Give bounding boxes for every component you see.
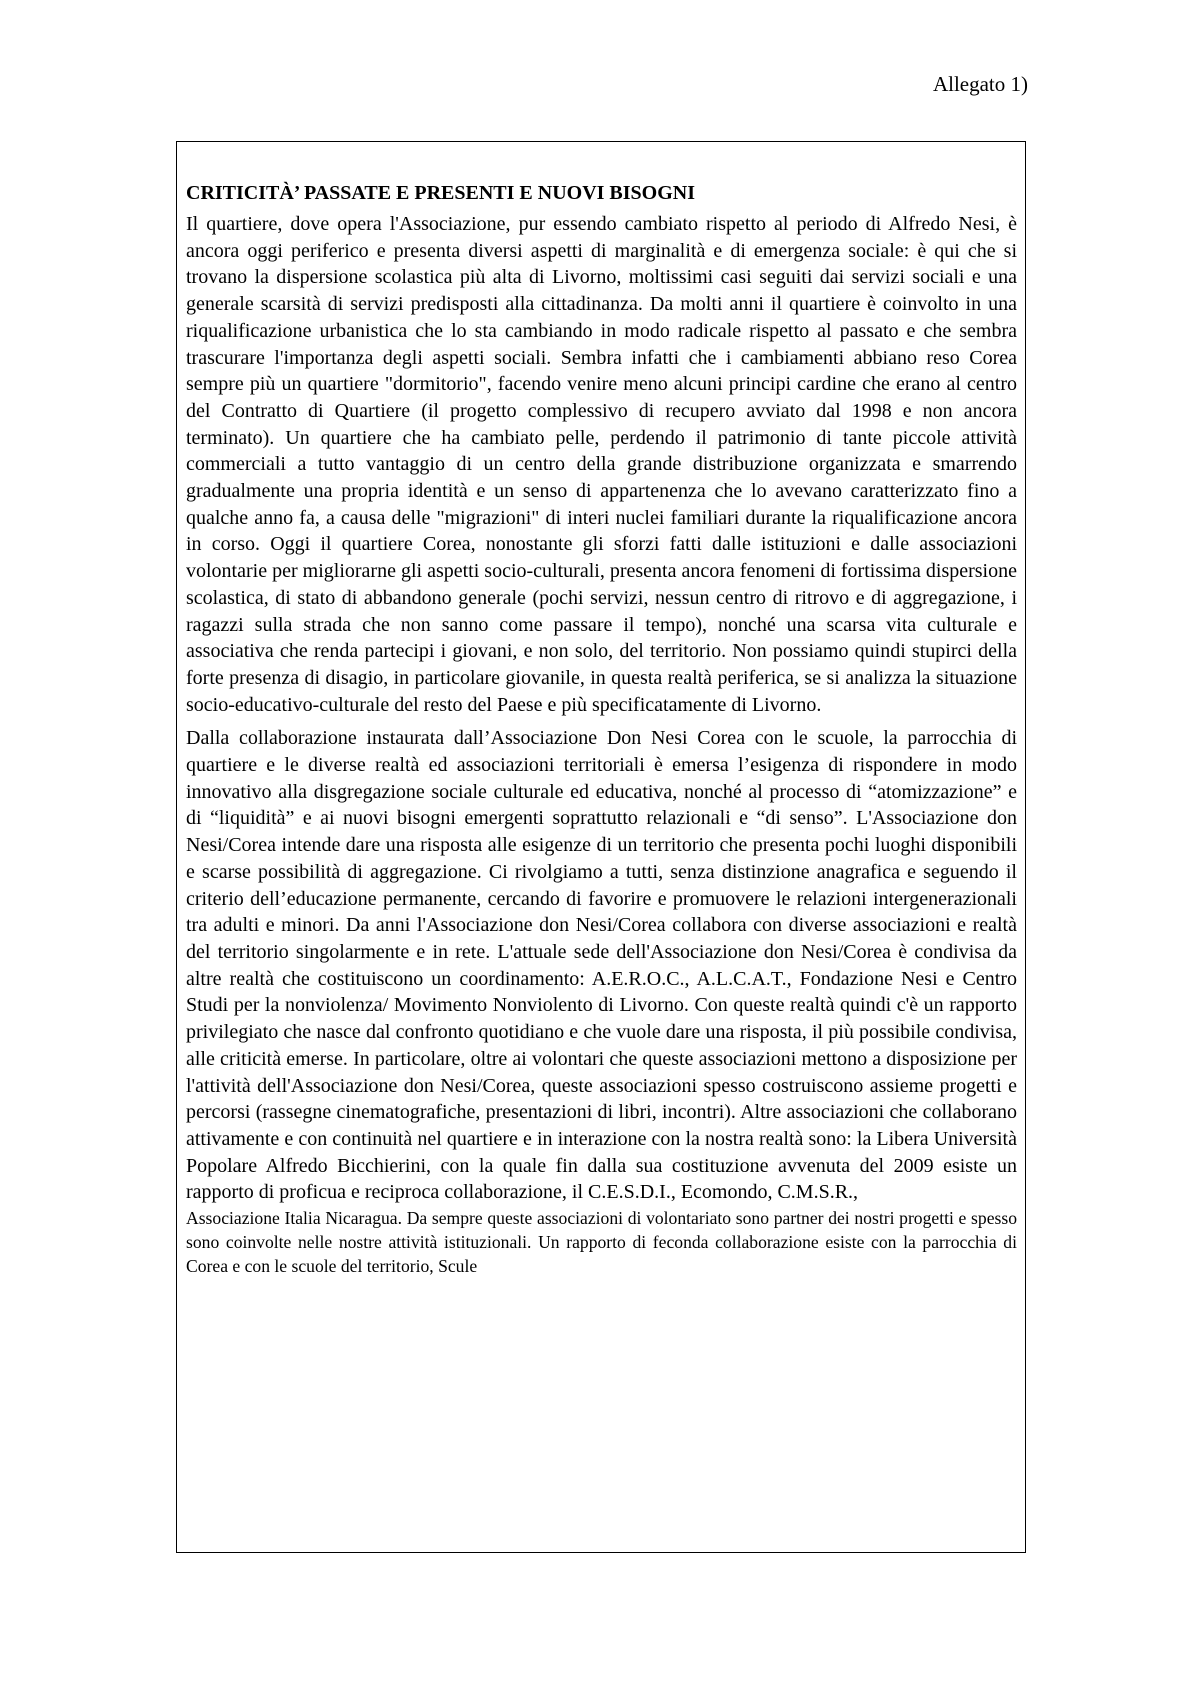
paragraph-collaboration-tail: Associazione Italia Nicaragua. Da sempre queste associazioni di volontariato sono partner dei nostri progetti e spesso sono coinvolte nelle nostre attività istituzionali. Un rapporto di feconda collaborazione esiste con la parrocchia di Corea e con le scuole del territorio, Scule (186, 1208, 1017, 1277)
section-heading: CRITICITÀ’ PASSATE E PRESENTI E NUOVI BISOGNI (186, 182, 696, 204)
content-box (176, 141, 1026, 1553)
paragraph-neighborhood: Il quartiere, dove opera l'Associazione, pur essendo cambiato rispetto al periodo di Alfredo Nesi, è ancora oggi periferico e presenta diversi aspetti di marginalità e di emergenza sociale: è qui che si trovano la dispersione scolastica più alta di Livorno, moltissimi casi seguiti dai servizi sociali e una generale scarsità di servizi predisposti alla cittadinanza. Da molti anni il quartiere è coinvolto in una riqualificazione urbanistica che lo sta cambiando in modo radicale rispetto al passato e che sembra trascurare l'importanza degli aspetti sociali. Sembra infatti che i cambiamenti abbiano reso Corea sempre più un quartiere "dormitorio", facendo venire meno alcuni principi cardine che erano al centro del Contratto di Quartiere (il progetto complessivo di recupero avviato dal 1998 e non ancora terminato). Un quartiere che ha cambiato pelle, perdendo il patrimonio di tante piccole attività commerciali a tutto vantaggio di un centro della grande distribuzione organizzata e smarrendo gradualmente una propria identità e un senso di appartenenza che lo avevano caratterizzato fino a qualche anno fa, a causa delle "migrazioni" di interi nuclei familiari durante la riqualificazione ancora in corso. Oggi il quartiere Corea, nonostante gli sforzi fatti dalle istituzioni e dalle associazioni volontarie per migliorarne gli aspetti socio-culturali, presenta ancora fenomeni di fortissima dispersione scolastica, di stato di abbandono generale (pochi servizi, nessun centro di ritrovo e di aggregazione, i ragazzi sulla strada che non sanno come passare il tempo), nonché una scarsa vita culturale e associativa che renda partecipi i giovani, e non solo, del territorio. Non possiamo quindi stupirci della forte presenza di disagio, in particolare giovanile, in questa realtà periferica, se si analizza la situazione socio-educativo-culturale del resto del Paese e più specificatamente di Livorno. (186, 213, 1017, 716)
annex-label: Allegato 1) (932, 72, 1028, 96)
paragraph-collaboration: Dalla collaborazione instaurata dall’Associazione Don Nesi Corea con le scuole, la parrocchia di quartiere e le diverse realtà ed associazioni territoriali è emersa l’esigenza di rispondere in modo innovativo alla disgregazione sociale culturale ed educativa, nonché al processo di “atomizzazione” e di “liquidità” e ai nuovi bisogni emergenti soprattutto relazionali e “di senso”. L'Associazione don Nesi/Corea intende dare una risposta alle esigenze di un territorio che presenta pochi luoghi disponibili e scarse possibilità di aggregazione. Ci rivolgiamo a tutti, senza distinzione anagrafica e seguendo il criterio dell’educazione permanente, cercando di favorire e promuovere le relazioni intergenerazionali tra adulti e minori. Da anni l'Associazione don Nesi/Corea collabora con diverse associazioni e realtà del territorio singolarmente e in rete. L'attuale sede dell'Associazione don Nesi/Corea è condivisa da altre realtà che costituiscono un coordinamento: A.E.R.O.C., A.L.C.A.T., Fondazione Nesi e Centro Studi per la nonviolenza/ Movimento Nonviolento di Livorno. Con queste realtà quindi c'è un rapporto privilegiato che nasce dal confronto quotidiano e che vuole dare una risposta, il più possibile condivisa, alle criticità emerse. In particolare, oltre ai volontari che queste associazioni mettono a disposizione per l'attività dell'Associazione don Nesi/Corea, queste associazioni spesso costruiscono assieme progetti e percorsi (rassegne cinematografiche, presentazioni di libri, incontri). Altre associazioni che collaborano attivamente e con continuità nel quartiere e in interazione con la nostra realtà sono: la Libera Università Popolare Alfredo Bicchierini, con la quale fin dalla sua costituzione avvenuta del 2009 esiste un rapporto di proficua e reciproca collaborazione, il C.E.S.D.I., Ecomondo, C.M.S.R., (186, 727, 1017, 1204)
